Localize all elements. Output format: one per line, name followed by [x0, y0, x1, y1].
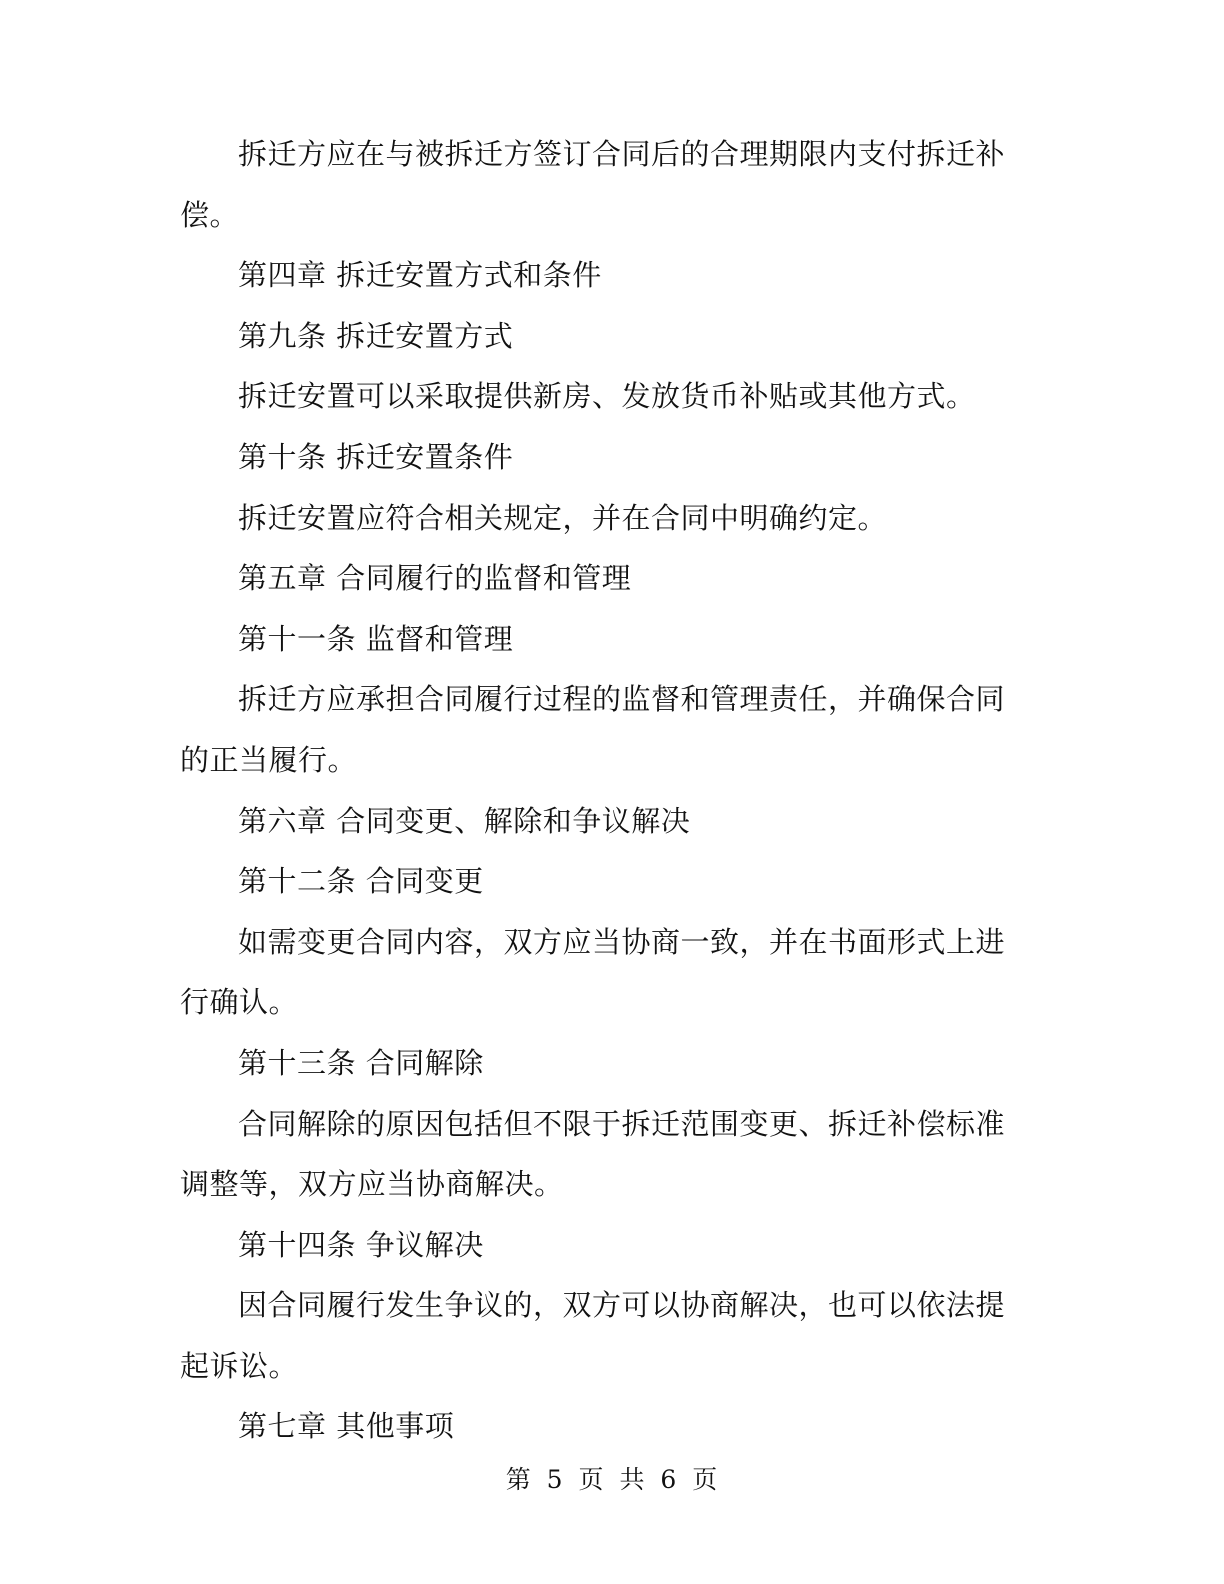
article-heading: 第十一条 监督和管理 [238, 621, 514, 656]
paragraph: 拆迁方应在与被拆迁方签订合同后的合理期限内支付拆迁补偿。 [180, 137, 1006, 232]
paragraph: 因合同履行发生争议的，双方可以协商解决，也可以依法提起诉讼。 [180, 1288, 1006, 1383]
article-heading: 第九条 拆迁安置方式 [238, 318, 514, 353]
chapter-heading: 第四章 拆迁安置方式和条件 [238, 258, 602, 293]
document-body [180, 124, 1030, 1457]
article-heading: 第十四条 争议解决 [238, 1227, 484, 1262]
article-heading: 第十二条 合同变更 [238, 864, 484, 899]
chapter-heading: 第五章 合同履行的监督和管理 [238, 561, 632, 596]
article-heading: 第十三条 合同解除 [238, 1045, 484, 1080]
paragraph: 合同解除的原因包括但不限于拆迁范围变更、拆迁补偿标准调整等，双方应当协商解决。 [180, 1106, 1006, 1202]
chapter-heading: 第六章 合同变更、解除和争议解决 [238, 803, 691, 838]
article-heading: 第十条 拆迁安置条件 [238, 439, 514, 474]
chapter-heading: 第七章 其他事项 [238, 1409, 455, 1444]
paragraph: 拆迁安置应符合相关规定，并在合同中明确约定。 [238, 500, 888, 535]
paragraph: 拆迁安置可以采取提供新房、发放货币补贴或其他方式。 [238, 379, 976, 414]
paragraph: 拆迁方应承担合同履行过程的监督和管理责任，并确保合同的正当履行。 [180, 682, 1006, 777]
page-footer: 第 5 页 共 6 页 [505, 1465, 719, 1494]
paragraph: 如需变更合同内容，双方应当协商一致，并在书面形式上进行确认。 [180, 924, 1006, 1020]
